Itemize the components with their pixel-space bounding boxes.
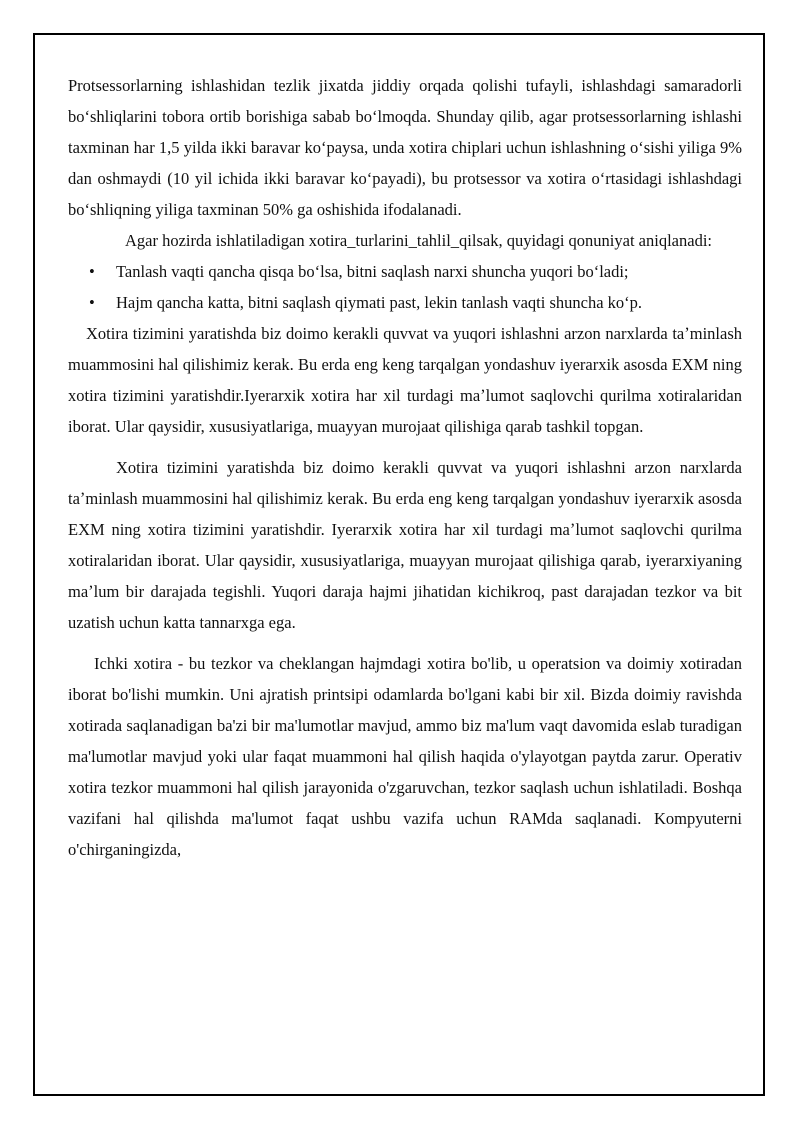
paragraph-memory-system-2: Xotira tizimini yaratishda biz doimo kerakli quvvat va yuqori ishlashni arzon narxlarda taʼminlash muammosini hal qilishimiz kerak. Bu erda eng keng tarqalgan yondashuv iyerarxik asosda EXM ning xotira tizimini yaratishdir. Iyerarxik xotira har xil turdagi maʼlumot saqlovchi qurilma xotiralaridan iborat. Ular qaysidir, xususiyatlariga, muayyan murojaat qilishiga qarab, iyerarxiyaning maʼlum bir darajada tegishli. Yuqori daraja hajmi jihatidan kichikroq, past darajadan tezkor va bit uzatish uchun katta tannarxga ega. [68,458,742,632]
paragraph-memory-system-1: Xotira tizimini yaratishda biz doimo kerakli quvvat va yuqori ishlashni arzon narxlarda taʼminlash muammosini hal qilishimiz kerak. Bu erda eng keng tarqalgan yondashuv iyerarxik asosda EXM ning xotira tizimini yaratishdir.Iyerarxik xotira har xil turdagi maʼlumot saqlovchi qurilma xotiralaridan iborat. Ular qaysidir, xususiyatlariga, muayyan murojaat qilishiga qarab tashkil topgan. [68,324,742,436]
list-item [68,256,742,287]
paragraph-internal-memory: Ichki xotira - bu tezkor va cheklangan hajmdagi xotira bo'lib, u operatsion va doimiy xotiradan iborat bo'lishi mumkin. Uni ajratish printsipi odamlarda bo'lgani kabi bir xil. Bizda doimiy ravishda xotirada saqlanadigan ba'zi bir ma'lumotlar mavjud, ammo biz ma'lum vaqt davomida eslab turadigan ma'lumotlar mavjud yoki ular faqat muammoni hal qilish haqida o'ylayotgan paytda zarur. Operativ xotira tezkor muammoni hal qilish jarayonida o'zgaruvchan, tezkor saqlash uchun ishlatiladi. Boshqa vazifani hal qilishda ma'lumot faqat ushbu vazifa uchun RAMda saqlanadi. Kompyuterni o'chirganingizda, [68,654,742,859]
list-item [68,287,742,318]
list-item-text: Tanlash vaqti qancha qisqa boʻlsa, bitni saqlash narxi shuncha yuqori boʻladi; [116,262,629,281]
list-item-text: Hajm qancha katta, bitni saqlash qiymati past, lekin tanlash vaqti shuncha koʻp. [116,293,643,312]
bullet-list [68,256,742,318]
bullet-dot-icon: • [89,262,95,281]
paragraph-memory-types-intro: Agar hozirda ishlatiladigan xotira_turlarini_tahlil_qilsak, quyidagi qonuniyat aniqlanadi: [125,231,712,250]
document-body [68,70,742,865]
paragraph-processor-gap: Protsessorlarning ishlashidan tezlik jixatda jiddiy orqada qolishi tufayli, ishlashdagi samaradorli boʻshliqlarini tobora ortib borishiga sabab boʻlmoqda. Shunday qilib, agar protsessorlarning ishlashi taxminan har 1,5 yilda ikki baravar koʻpaysa, unda xotira chiplari uchun ishlashning oʻsishi yiliga 9% dan oshmaydi (10 yil ichida ikki baravar koʻpayadi), bu protsessor va xotira oʻrtasidagi ishlashdagi boʻshliqning yiliga taxminan 50% ga oshishida ifodalanadi. [68,76,742,219]
bullet-dot-icon: • [89,293,95,312]
